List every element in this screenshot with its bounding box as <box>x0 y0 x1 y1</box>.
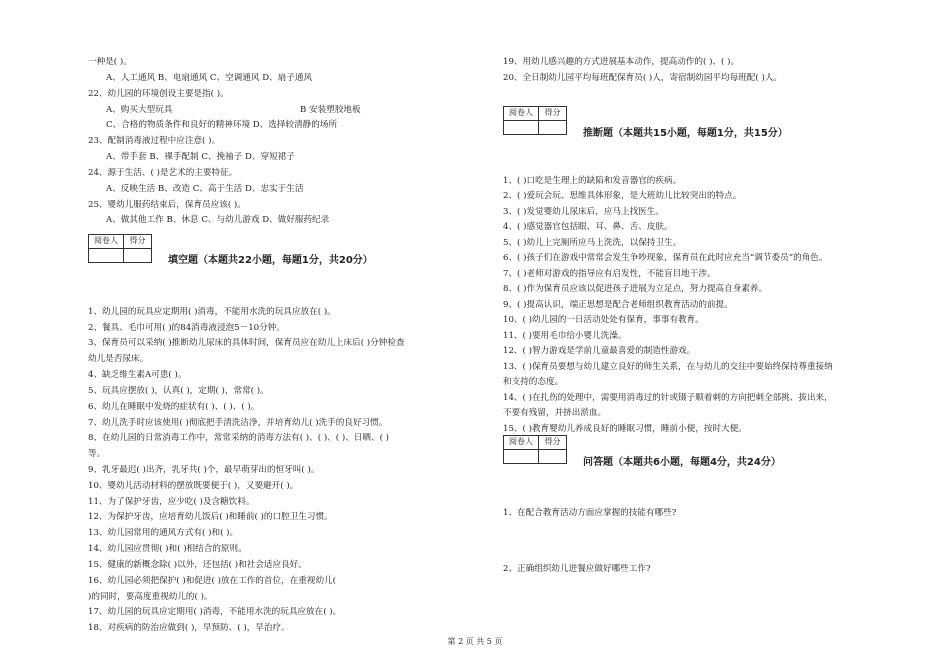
score-label: 得分 <box>539 436 566 450</box>
option-line: A、做其他工作 B、休息 C、与幼儿游戏 D、做好服药纪录 <box>106 215 330 225</box>
judge-line: 5、( )幼儿上完厕所应马上洗洗，以保持卫生。 <box>503 238 682 248</box>
qa-line: 1、在配合教育活动方面应掌握的技能有哪些? <box>503 508 677 518</box>
question-line: 幼儿是否尿床。 <box>88 354 149 364</box>
score-label: 得分 <box>539 107 566 121</box>
reviewer-label: 阅卷人 <box>504 107 539 121</box>
option-line: B 安装塑胶地板 <box>300 105 361 115</box>
judge-line: 和支持的态度。 <box>503 377 564 387</box>
score-box <box>503 435 567 464</box>
score-box <box>503 106 567 135</box>
reviewer-cell <box>89 249 124 262</box>
question-line: 2、餐具、毛巾可用( )的84消毒液浸泡5－10分钟。 <box>88 323 285 333</box>
option-line: A、反映生活 B、改造 C、高于生活 D、忠实于生活 <box>106 184 304 194</box>
question-line: 13、幼儿园常用的通风方式有( )和( )。 <box>88 528 239 538</box>
judge-line: 1、( )口吃是生理上的缺陷和发音器官的疾病。 <box>503 176 682 186</box>
question-line: 3、保育员可以采纳( )推断幼儿尿床的具体时间，保育员应在幼儿上床后( )分钟检查 <box>88 338 405 348</box>
question-line: 一种是( )。 <box>88 57 132 67</box>
reviewer-label: 阅卷人 <box>89 235 124 249</box>
question-line: 23、配制消毒液过程中应注意( )。 <box>88 136 221 146</box>
question-line: 18、对疾病的防治应做到( )，早预防、( )，早治疗。 <box>88 623 290 633</box>
page-footer: 第 2 页 共 5 页 <box>447 637 503 646</box>
judge-line: 2、( )爱玩会玩、思维具体形象，是大班幼儿比较突出的特点。 <box>503 191 742 201</box>
judge-line: 不要有残留，并挤出淤血。 <box>503 408 607 418</box>
judge-line: 6、( )孩子们在游戏中常常会发生争吵现象，保育员在此时应充当“调节委员”的角色。 <box>503 253 828 263</box>
question-line: 10、婴幼儿活动材料的摆放既要便于( )，又要避开( )。 <box>88 481 299 491</box>
qa-line: 2、正确组织幼儿进餐应做好哪些工作? <box>503 564 651 574</box>
question-line: 24、源于生活、( )是艺术的主要特征。 <box>88 168 238 178</box>
judge-line: 10、( )幼儿园的一日活动处处有保育，事事有教育。 <box>503 315 704 325</box>
judge-line: 15、( )教育婴幼儿养成良好的睡眠习惯，睡前小便，按时大便。 <box>503 424 747 434</box>
question-line: 20、全日制幼儿园平均每班配保育员( )人，寄宿制幼园平均每班配( )人。 <box>503 73 783 83</box>
judge-line: 8、( )作为保育员应该以促进孩子进展为立足点，努力提高自身素养。 <box>503 284 768 294</box>
judge-line: 9、( )提高认识，端正思想是配合老师组织教育活动的前提。 <box>503 300 733 310</box>
judge-line: 13、( )保育员要想与幼儿建立良好的师生关系，在与幼儿的交往中要始终保持尊重接纳 <box>503 362 833 372</box>
reviewer-cell <box>504 450 539 463</box>
question-line: 14、幼儿园应贯彻( )和( )相结合的原则。 <box>88 544 247 554</box>
option-line: C、合格的物质条件和良好的精神环境 D、选择较清静的场所 <box>106 120 338 130</box>
question-line: 16、幼儿园必须把保护( )和促进( )放在工作的首位，在重视幼儿( <box>88 576 337 586</box>
section-title: 问答题（本题共6小题，每题4分，共24分） <box>583 457 781 468</box>
judge-line: 4、( )感觉器官包括眼、耳、鼻、舌、皮肤。 <box>503 222 673 232</box>
question-line: 等。 <box>88 449 106 459</box>
score-label: 得分 <box>124 235 151 249</box>
judge-line: 11、( )要用毛巾给小婴儿洗澡。 <box>503 331 627 341</box>
option-line: A、人工通风 B、电扇通风 C、空调通风 D、扇子通风 <box>106 73 313 83</box>
reviewer-cell <box>504 121 539 134</box>
section-title: 推断题（本题共15小题，每题1分，共15分） <box>583 128 788 139</box>
judge-line: 7、( )老师对游戏的指导应有启发性，不能盲目地干涉。 <box>503 269 716 279</box>
option-line: A、带手套 B、裸手配制 C、挽袖子 D、穿短裙子 <box>106 152 295 162</box>
question-line: 4、缺乏维生素A可患( )。 <box>88 370 187 380</box>
section-title: 填空题（本题共22小题，每题1分，共20分） <box>168 255 373 266</box>
reviewer-label: 阅卷人 <box>504 436 539 450</box>
judge-line: 3、( )发觉婴幼儿尿床后，应马上找医生。 <box>503 207 664 217</box>
score-box <box>88 234 152 263</box>
question-line: 11、为了保护牙齿，应少吃( )及含糖饮料。 <box>88 497 255 507</box>
question-line: 5、玩具应摆放( )，认真( )，定期( )，常常( )。 <box>88 386 269 396</box>
question-line: 6、幼儿在睡眠中发烧的症状有( )、( )、( )。 <box>88 402 260 412</box>
question-line: 15、健康的新概念除( )以外，还包括( )和社会适应良好。 <box>88 560 307 570</box>
question-line: 1、幼儿园的玩具应定期用( )消毒，不能用水洗的玩具应放在( )。 <box>88 307 336 317</box>
judge-line: 12、( )智力游戏是学前儿童最喜爱的制造性游戏。 <box>503 346 696 356</box>
judge-line: 14、( )在扎伤的处理中，需要用消毒过的针或镊子顺着刺的方向把刺全部挑、拔出来， <box>503 393 833 403</box>
question-line: 17、幼儿园的玩具应定期用( )消毒，不能用水洗的玩具应放在( )。 <box>88 607 342 617</box>
question-line: 19、用幼儿感兴趣的方式进展基本动作，提高动作的( )、( )。 <box>503 57 740 67</box>
question-line: 8、在幼儿园的日常消毒工作中，常常采纳的消毒方法有( )、( )、( )、日晒、( ) <box>88 433 390 443</box>
question-line: 25、婴幼儿服药结束后，保育员应该( )。 <box>88 200 246 210</box>
question-line: 12、为保护牙齿，应培育幼儿饭后( )和睡前( )的口腔卫生习惯。 <box>88 512 333 522</box>
question-line: 7、幼儿洗手时应该使用( )彻底把手清洗洁净，并培育幼儿( )洗手的良好习惯。 <box>88 418 388 428</box>
question-line: 22、幼儿园的环境创设主要是指( )。 <box>88 89 229 99</box>
question-line: )的同时，要高度重视幼儿的( )。 <box>88 592 213 602</box>
option-line: A、购买大型玩具 <box>106 105 173 115</box>
question-line: 9、乳牙最迟( )出齐，乳牙共( )个，最早萌芽出的恒牙叫( )。 <box>88 465 320 475</box>
